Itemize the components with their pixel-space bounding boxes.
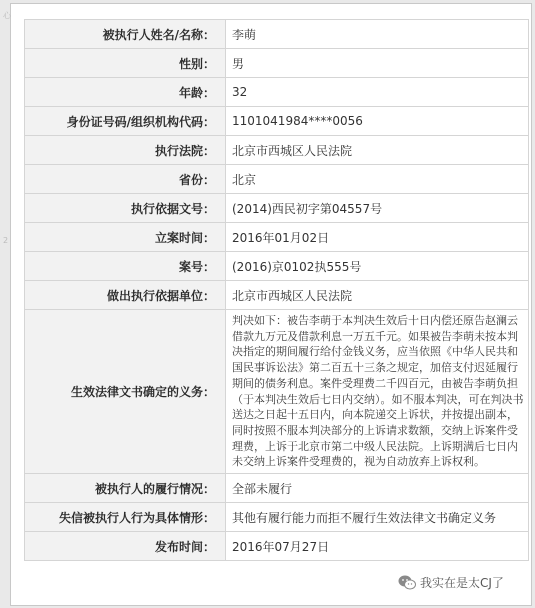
row-obligation — [25, 310, 529, 474]
label-obligation: 生效法律文书确定的义务： — [25, 310, 226, 474]
edge-mark: 2 — [3, 236, 9, 245]
wechat-icon — [398, 575, 416, 590]
row-age — [25, 78, 529, 107]
dishonest-person-info-table — [24, 19, 529, 561]
row-name — [25, 20, 529, 49]
row-filing-date — [25, 223, 529, 252]
row-province — [25, 165, 529, 194]
label-publish-date: 发布时间： — [25, 532, 226, 561]
row-basis-unit — [25, 281, 529, 310]
label-name: 被执行人姓名/名称： — [25, 20, 226, 49]
row-publish-date — [25, 532, 529, 561]
label-performance: 被执行人的履行情况： — [25, 474, 226, 503]
watermark — [398, 574, 504, 591]
value-behavior: 其他有履行能力而拒不履行生效法律文书确定义务 — [226, 503, 529, 532]
label-filing-date: 立案时间： — [25, 223, 226, 252]
value-obligation: 判决如下：被告李萌于本判决生效后十日内偿还原告赵澜云借款九万元及借款利息一万五千元。如果被告李萌未按本判决指定的期间履行给付金钱义务，应当依照《中华人民共和国民事诉讼法》第二百五十三条之规定，加倍支付迟延履行期间的债务利息。案件受理费二千四百元，由被告李萌负担（于本判决生效后七日内交纳）。如不服本判决，可在判决书送达之日起十五日内，向本院递交上诉状，并按提出副本，同时按照不服本判决部分的上诉请求数额，交纳上诉案件受理费，上诉于北京市第二中级人民法院。上诉期满后七日内未交纳上诉案件受理费的，视为自动放弃上诉权利。 — [226, 310, 529, 474]
value-filing-date: 2016年01月02日 — [226, 223, 529, 252]
label-behavior: 失信被执行人行为具体情形： — [25, 503, 226, 532]
value-case-number: (2016)京0102执555号 — [226, 252, 529, 281]
edge-mark: 心 — [3, 11, 11, 20]
label-age: 年龄： — [25, 78, 226, 107]
value-basis-unit: 北京市西城区人民法院 — [226, 281, 529, 310]
row-id-number — [25, 107, 529, 136]
row-basis-number — [25, 194, 529, 223]
value-age: 32 — [226, 78, 529, 107]
value-basis-number: (2014)西民初字第04557号 — [226, 194, 529, 223]
value-province: 北京 — [226, 165, 529, 194]
watermark-text: 我实在是太CJ了 — [420, 576, 504, 590]
value-performance: 全部未履行 — [226, 474, 529, 503]
row-case-number — [25, 252, 529, 281]
value-publish-date: 2016年07月27日 — [226, 532, 529, 561]
row-gender — [25, 49, 529, 78]
label-province: 省份： — [25, 165, 226, 194]
row-behavior — [25, 503, 529, 532]
row-performance — [25, 474, 529, 503]
label-case-number: 案号： — [25, 252, 226, 281]
value-court: 北京市西城区人民法院 — [226, 136, 529, 165]
value-name: 李萌 — [226, 20, 529, 49]
value-gender: 男 — [226, 49, 529, 78]
value-id-number: 1101041984****0056 — [226, 107, 529, 136]
label-gender: 性别： — [25, 49, 226, 78]
label-basis-number: 执行依据文号： — [25, 194, 226, 223]
label-id-number: 身份证号码/组织机构代码： — [25, 107, 226, 136]
label-court: 执行法院： — [25, 136, 226, 165]
label-basis-unit: 做出执行依据单位： — [25, 281, 226, 310]
row-court — [25, 136, 529, 165]
